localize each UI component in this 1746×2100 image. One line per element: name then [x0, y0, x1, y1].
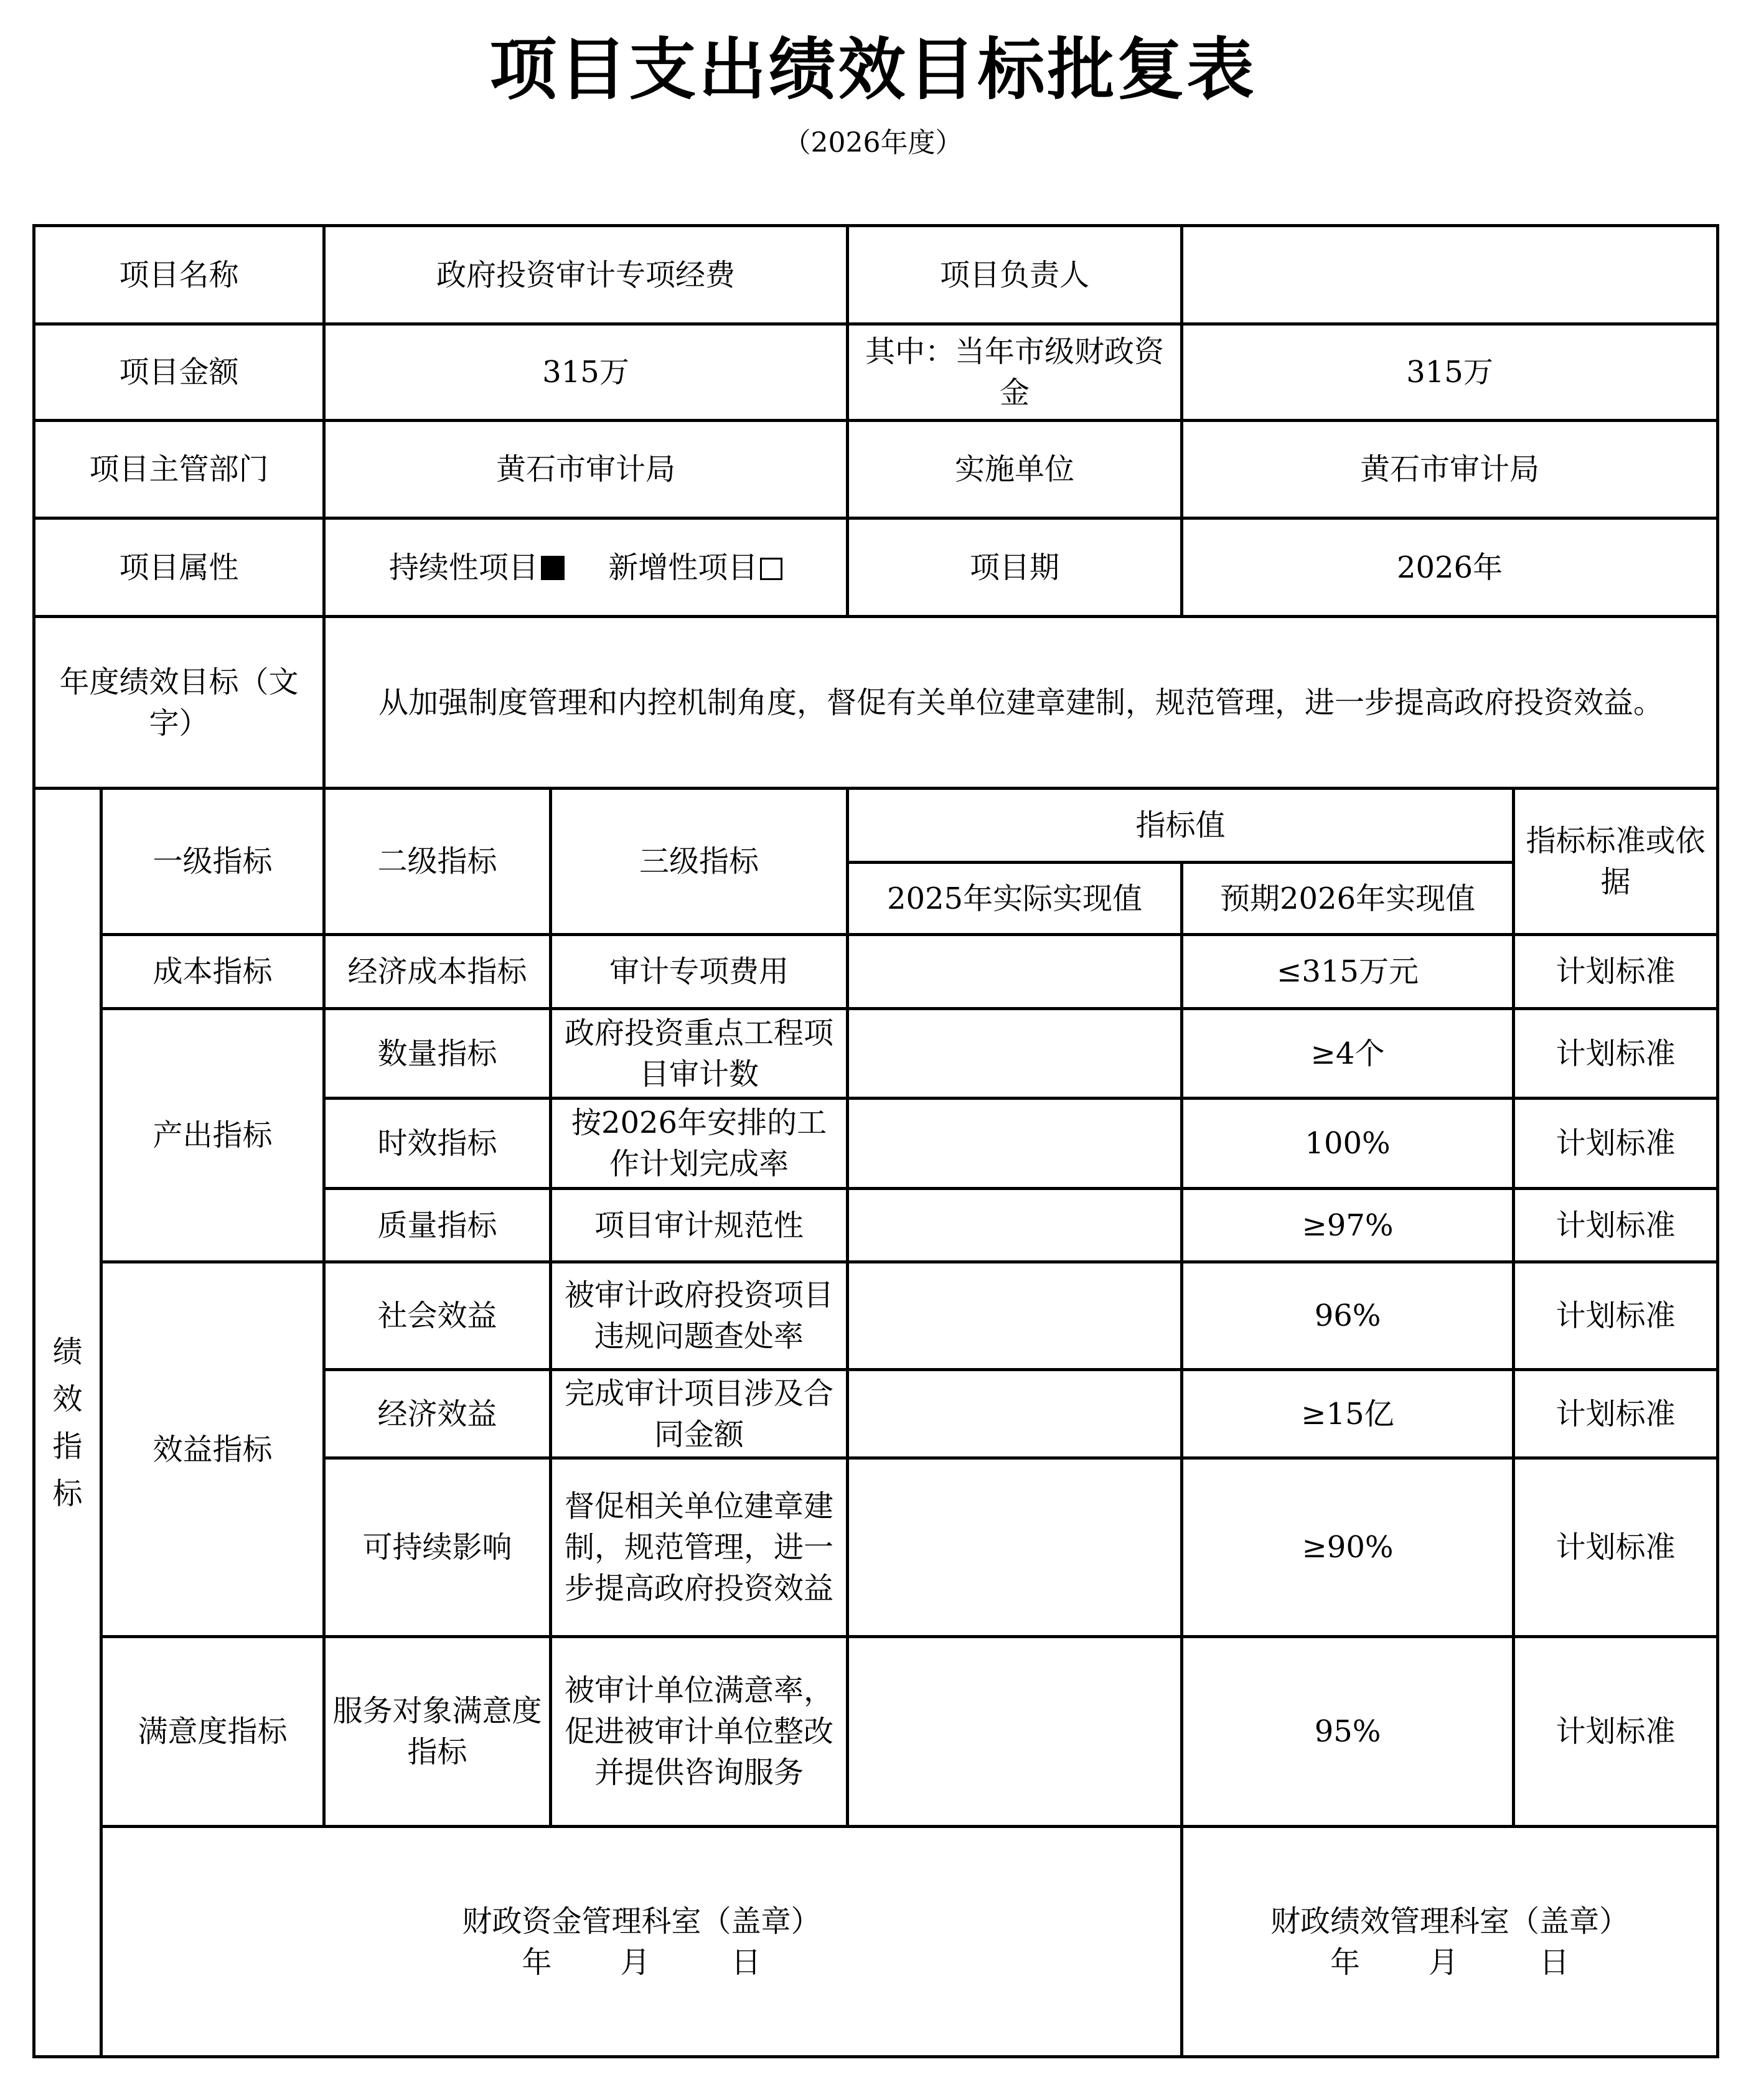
attribute-new-option[interactable]: [608, 550, 782, 585]
indicator-header-row: [34, 789, 1718, 863]
actual-2025-cell: [848, 1262, 1182, 1370]
date-month: 月: [620, 1944, 650, 1980]
finance-fund-office-label: 财政资金管理科室（盖章）: [462, 1903, 821, 1939]
level2-cell: 社会效益: [324, 1262, 551, 1370]
actual-2025-cell: [848, 1009, 1182, 1099]
basis-cell: 计划标准: [1514, 935, 1718, 1009]
basis-cell: 计划标准: [1514, 1370, 1718, 1458]
level1-benefit: 效益指标: [101, 1262, 324, 1637]
signature-performance-office: [1182, 1827, 1718, 2057]
basis-cell: 计划标准: [1514, 1009, 1718, 1099]
approval-form-table: [32, 224, 1719, 2058]
level3-cell: 按2026年安排的工作计划完成率: [551, 1099, 848, 1189]
checked-box-icon[interactable]: [541, 556, 565, 579]
indicator-row: [34, 1637, 1718, 1827]
basis-cell: 计划标准: [1514, 1262, 1718, 1370]
indicator-row: [34, 1262, 1718, 1370]
attribute-new-label: 新增性项目: [608, 550, 758, 585]
unchecked-box-icon[interactable]: [760, 558, 782, 580]
level3-cell: 政府投资重点工程项目审计数: [551, 1009, 848, 1099]
level2-cell: 时效指标: [324, 1099, 551, 1189]
section-label-vertical: [53, 1328, 83, 1517]
implementing-unit-value: 黄石市审计局: [1182, 421, 1718, 518]
project-amount-label: 项目金额: [34, 324, 324, 421]
level2-cell: 可持续影响: [324, 1458, 551, 1637]
header-value-group: 指标值: [848, 789, 1514, 863]
level2-cell: 经济效益: [324, 1370, 551, 1458]
actual-2025-cell: [848, 1099, 1182, 1189]
city-fund-value: 315万: [1182, 324, 1718, 421]
date-day: 日: [731, 1944, 761, 1980]
header-actual-2025: 2025年实际实现值: [848, 863, 1182, 935]
date-month: 月: [1429, 1944, 1459, 1980]
expected-2026-cell: ≥90%: [1182, 1458, 1514, 1637]
attribute-continuing-option[interactable]: [389, 550, 565, 585]
annual-goal-label: 年度绩效目标（文字）: [34, 617, 324, 789]
section-char: 效: [52, 1381, 83, 1417]
level3-cell: 被审计单位满意率，促进被审计单位整改并提供咨询服务: [551, 1637, 848, 1827]
performance-office-date: [1190, 1942, 1710, 1983]
row-attribute: [34, 518, 1718, 617]
row-department: [34, 421, 1718, 518]
project-amount-value: 315万: [324, 324, 848, 421]
level2-cell: 质量指标: [324, 1189, 551, 1262]
section-char: 指: [52, 1428, 83, 1464]
basis-cell: 计划标准: [1514, 1099, 1718, 1189]
row-annual-goal: [34, 617, 1718, 789]
level2-cell: 数量指标: [324, 1009, 551, 1099]
date-day: 日: [1539, 1944, 1570, 1980]
project-leader-label: 项目负责人: [848, 226, 1182, 324]
period-value: 2026年: [1182, 518, 1718, 617]
signature-row: [34, 1827, 1718, 2057]
level1-cost: 成本指标: [101, 935, 324, 1009]
page-subtitle: （2026年度）: [783, 127, 963, 159]
row-project-name: [34, 226, 1718, 324]
header-level2: 二级指标: [324, 789, 551, 935]
level1-satisfaction: 满意度指标: [101, 1637, 324, 1827]
project-name-label: 项目名称: [34, 226, 324, 324]
level3-cell: 完成审计项目涉及合同金额: [551, 1370, 848, 1458]
city-fund-label: 其中：当年市级财政资金: [848, 324, 1182, 421]
annual-goal-text: 从加强制度管理和内控机制角度，督促有关单位建章建制，规范管理，进一步提高政府投资效益。: [324, 617, 1718, 789]
level3-cell: 督促相关单位建章建制，规范管理，进一步提高政府投资效益: [551, 1458, 848, 1637]
actual-2025-cell: [848, 1370, 1182, 1458]
competent-dept-value: 黄石市审计局: [324, 421, 848, 518]
actual-2025-cell: [848, 1189, 1182, 1262]
section-char: 绩: [52, 1334, 83, 1369]
signature-finance-fund-office: [101, 1827, 1182, 2057]
indicator-row: [34, 1009, 1718, 1099]
date-year: 年: [522, 1944, 552, 1980]
basis-cell: 计划标准: [1514, 1637, 1718, 1827]
indicator-row: [34, 935, 1718, 1009]
header-basis: 指标标准或依据: [1514, 789, 1718, 935]
project-leader-value: [1182, 226, 1718, 324]
basis-cell: 计划标准: [1514, 1189, 1718, 1262]
performance-office-label: 财政绩效管理科室（盖章）: [1270, 1903, 1630, 1939]
header-level3: 三级指标: [551, 789, 848, 935]
period-label: 项目期: [848, 518, 1182, 617]
level3-cell: 项目审计规范性: [551, 1189, 848, 1262]
basis-cell: 计划标准: [1514, 1458, 1718, 1637]
level2-cell: 经济成本指标: [324, 935, 551, 1009]
expected-2026-cell: ≥4个: [1182, 1009, 1514, 1099]
expected-2026-cell: 96%: [1182, 1262, 1514, 1370]
attribute-options: [324, 518, 848, 617]
header-expected-2026: 预期2026年实现值: [1182, 863, 1514, 935]
level3-cell: 审计专项费用: [551, 935, 848, 1009]
level3-cell: 被审计政府投资项目违规问题查处率: [551, 1262, 848, 1370]
level1-output: 产出指标: [101, 1009, 324, 1262]
competent-dept-label: 项目主管部门: [34, 421, 324, 518]
section-char: 标: [52, 1476, 83, 1511]
row-project-amount: [34, 324, 1718, 421]
project-name-value: 政府投资审计专项经费: [324, 226, 848, 324]
expected-2026-cell: 100%: [1182, 1099, 1514, 1189]
expected-2026-cell: ≥97%: [1182, 1189, 1514, 1262]
finance-fund-office-date: [109, 1942, 1174, 1983]
implementing-unit-label: 实施单位: [848, 421, 1182, 518]
actual-2025-cell: [848, 1637, 1182, 1827]
level2-cell: 服务对象满意度指标: [324, 1637, 551, 1827]
date-year: 年: [1330, 1944, 1361, 1980]
actual-2025-cell: [848, 1458, 1182, 1637]
attribute-continuing-label: 持续性项目: [388, 550, 538, 585]
expected-2026-cell: ≤315万元: [1182, 935, 1514, 1009]
page-title: 项目支出绩效目标批复表: [489, 31, 1257, 109]
header-level1: 一级指标: [101, 789, 324, 935]
attribute-label: 项目属性: [34, 518, 324, 617]
actual-2025-cell: [848, 935, 1182, 1009]
expected-2026-cell: 95%: [1182, 1637, 1514, 1827]
performance-indicator-section: [34, 789, 101, 2057]
expected-2026-cell: ≥15亿: [1182, 1370, 1514, 1458]
